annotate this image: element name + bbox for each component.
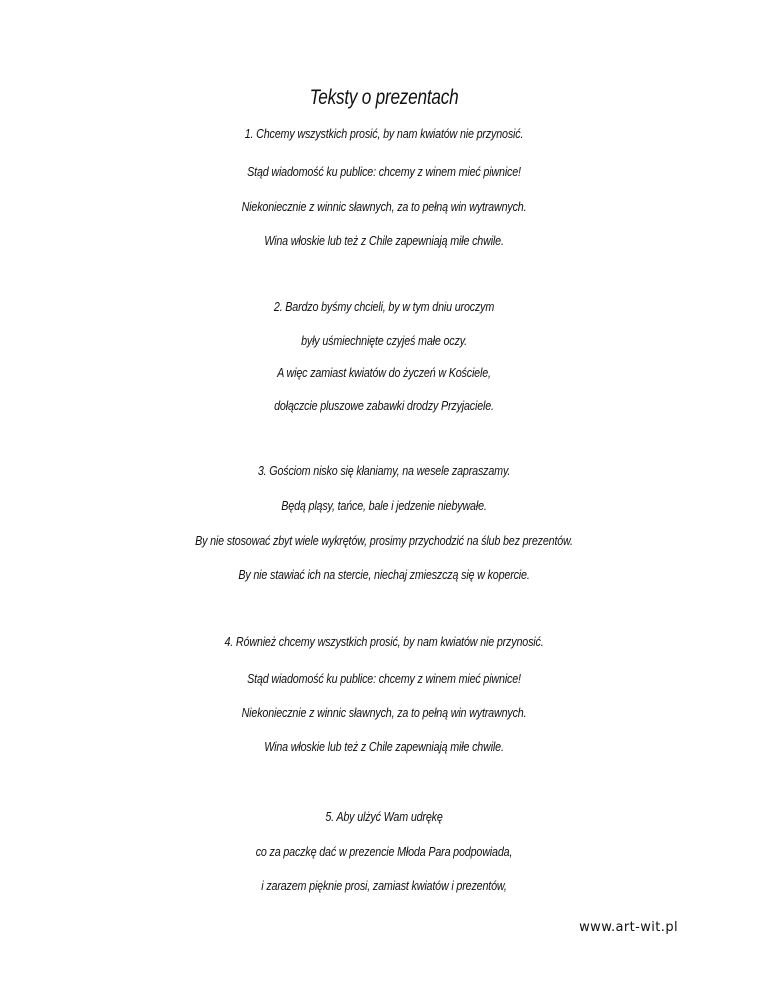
stanza-1-line-3: Niekoniecznie z winnic sławnych, za to pełną win wytrawnych. bbox=[241, 200, 527, 214]
stanza-3-line-3: By nie stosować zbyt wiele wykrętów, prosimy przychodzić na ślub bez prezentów. bbox=[195, 534, 573, 548]
stanza-5-line-3: i zarazem pięknie prosi, zamiast kwiatów i prezentów, bbox=[261, 879, 507, 893]
stanza-3-line-2: Będą pląsy, tańce, bale i jedzenie niebywałe. bbox=[281, 499, 487, 513]
stanza-2-line-2: były uśmiechnięte czyjeś małe oczy. bbox=[301, 334, 467, 348]
stanza-5-line-1: 5. Aby ulżyć Wam udrękę bbox=[325, 810, 443, 824]
stanza-1-line-2: Stąd wiadomość ku publice: chcemy z winem mieć piwnice! bbox=[247, 165, 521, 179]
stanza-4-line-1: 4. Również chcemy wszystkich prosić, by nam kwiatów nie przynosić. bbox=[224, 635, 544, 649]
stanza-3-line-4: By nie stawiać ich na stercie, niechaj zmieszczą się w kopercie. bbox=[238, 568, 530, 582]
stanza-4-line-3: Niekoniecznie z winnic sławnych, za to pełną win wytrawnych. bbox=[241, 706, 527, 720]
stanza-4-line-4: Wina włoskie lub też z Chile zapewniają miłe chwile. bbox=[264, 740, 504, 754]
stanza-2-line-4: dołączcie pluszowe zabawki drodzy Przyjaciele. bbox=[274, 399, 494, 413]
stanza-1-line-1: 1. Chcemy wszystkich prosić, by nam kwiatów nie przynosić. bbox=[244, 127, 524, 141]
stanza-5-line-2: co za paczkę dać w prezencie Młoda Para podpowiada, bbox=[255, 845, 513, 859]
stanza-1-line-4: Wina włoskie lub też z Chile zapewniają miłe chwile. bbox=[264, 234, 504, 248]
page-title: Teksty o prezentach bbox=[309, 86, 459, 109]
stanza-3-line-1: 3. Gościom nisko się kłaniamy, na wesele zapraszamy. bbox=[257, 464, 511, 478]
stanza-2-line-1: 2. Bardzo byśmy chcieli, by w tym dniu uroczym bbox=[273, 300, 495, 314]
stanza-2-line-3: A więc zamiast kwiatów do życzeń w Kościele, bbox=[277, 366, 491, 380]
stanza-4-line-2: Stąd wiadomość ku publice: chcemy z winem mieć piwnice! bbox=[247, 672, 521, 686]
footer-website: www.art-wit.pl bbox=[579, 920, 678, 935]
